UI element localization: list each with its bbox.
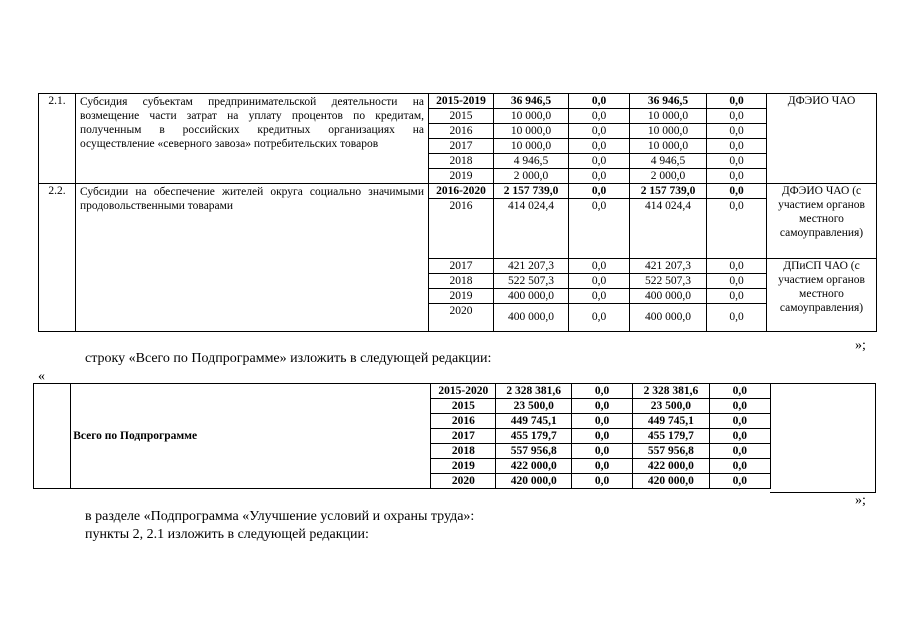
table-row: 2017 421 207,3 0,0 421 207,3 0,0 ДПиСП ЧАО (с участием органов местного самоуправления) [39, 259, 877, 274]
table-row: 2019 400 000,0 0,0 400 000,0 0,0 [39, 289, 877, 304]
executor: ДПиСП ЧАО (с участием органов местного самоуправления) [767, 259, 877, 332]
table-row: Всего по Подпрограмме 2015-2020 2 328 381,6 0,0 2 328 381,6 0,0 [34, 384, 771, 399]
table-row: 2015 23 500,0 0,0 23 500,0 0,0 [34, 399, 771, 414]
table-row: 2018 557 956,8 0,0 557 956,8 0,0 [34, 444, 771, 459]
subsidy-table [38, 93, 877, 332]
table-row: 2020 400 000,0 0,0 400 000,0 0,0 [39, 304, 877, 332]
table-row: 2.2. Субсидии на обеспечение жителей округа социально значимыми продовольственными товарами 2016-2020 2 157 739,0 0,0 2 157 739,0 0,0 ДФЭИО ЧАО (с участием органов местного самоуправления) [39, 184, 877, 199]
item-number: 2.1. [39, 94, 76, 184]
table-row: 2.1. Субсидия субъектам предпринимательской деятельности на возмещение части затрат на уплату процентов по кредитам, полученным в российских кредитных организациях на осуществление «северного завоза» потребительских товаров 2015-2019 36 946,5 0,0 36 946,5 0,0 ДФЭИО ЧАО [39, 94, 877, 109]
table-row: 2015 10 000,0 0,0 10 000,0 0,0 [39, 109, 877, 124]
total-table [33, 383, 771, 489]
executor: ДФЭИО ЧАО (с участием органов местного самоуправления) [767, 184, 877, 259]
table-row: 2019 2 000,0 0,0 2 000,0 0,0 [39, 169, 877, 184]
table-row: 2017 10 000,0 0,0 10 000,0 0,0 [39, 139, 877, 154]
table-row: 2020 420 000,0 0,0 420 000,0 0,0 [34, 474, 771, 489]
item-number: 2.2. [39, 184, 76, 332]
instruction-text: строку «Всего по Подпрограмме» изложить в следующей редакции: [85, 351, 492, 366]
table-row: 2016 10 000,0 0,0 10 000,0 0,0 [39, 124, 877, 139]
table-row: 2018 4 946,5 0,0 4 946,5 0,0 [39, 154, 877, 169]
executor: ДФЭИО ЧАО [767, 94, 877, 184]
table-row: 2019 422 000,0 0,0 422 000,0 0,0 [34, 459, 771, 474]
table-row: 2016 414 024,4 0,0 414 024,4 0,0 [39, 199, 877, 259]
table-row: 2016 449 745,1 0,0 449 745,1 0,0 [34, 414, 771, 429]
opening-quote: « [38, 369, 45, 384]
table-row: 2017 455 179,7 0,0 455 179,7 0,0 [34, 429, 771, 444]
table-row: 2018 522 507,3 0,0 522 507,3 0,0 [39, 274, 877, 289]
section-text: в разделе «Подпрограмма «Улучшение условий и охраны труда»: [85, 509, 475, 524]
item-name: Субсидии на обеспечение жителей округа социально значимыми продовольственными товарами [76, 184, 429, 332]
executor-column [770, 383, 876, 493]
closing-quote: »; [855, 493, 866, 508]
instruction-text: пункты 2, 2.1 изложить в следующей редакции: [85, 527, 369, 542]
total-label: Всего по Подпрограмме [71, 384, 431, 489]
closing-quote: »; [855, 338, 866, 353]
item-name: Субсидия субъектам предпринимательской деятельности на возмещение части затрат на уплату процентов по кредитам, полученным в российских кредитных организациях на осуществление «северного завоза» потребительских товаров [76, 94, 429, 184]
